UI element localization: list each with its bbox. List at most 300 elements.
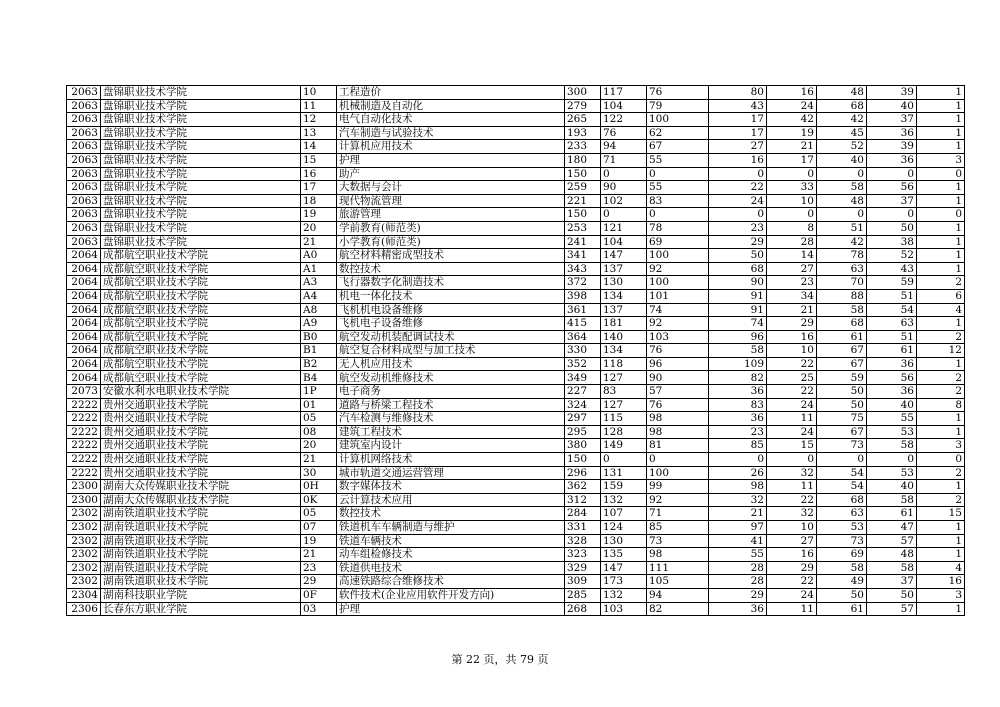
value-cell: 16 [767,330,817,344]
school-code-cell: 2063 [67,235,101,249]
value-cell: 63 [817,262,867,276]
value-cell: 96 [647,357,709,371]
value-cell: 58 [817,181,867,195]
major-name-cell: 汽车制造与试验技术 [337,126,565,140]
value-cell: 39 [867,86,917,100]
value-cell: 59 [867,276,917,290]
value-cell: 61 [867,344,917,358]
school-code-cell: 2222 [67,453,101,467]
major-name-cell: 城市轨道交通运营管理 [337,466,565,480]
school-name-cell: 湖南铁道职业技术学院 [101,507,301,521]
table-row [67,208,965,222]
table-row [67,221,965,235]
value-cell: 55 [647,153,709,167]
value-cell: 42 [767,113,817,127]
major-name-cell: 旅游管理 [337,208,565,222]
value-cell: 40 [817,153,867,167]
value-cell: 62 [647,126,709,140]
value-cell: 98 [709,480,767,494]
table-row [67,439,965,453]
value-cell: 193 [565,126,601,140]
major-name-cell: 高速铁路综合维修技术 [337,575,565,589]
value-cell: 63 [817,507,867,521]
value-cell: 97 [709,521,767,535]
value-cell: 76 [647,398,709,412]
school-code-cell: 2063 [67,140,101,154]
value-cell: 37 [867,575,917,589]
value-cell: 259 [565,181,601,195]
page-footer: 第 22 页，共 79 页 [451,653,549,666]
value-cell: 68 [817,317,867,331]
value-cell: 73 [817,439,867,453]
value-cell: 28 [709,575,767,589]
value-cell: 323 [565,548,601,562]
value-cell: 150 [565,453,601,467]
school-name-cell: 盘锦职业技术学院 [101,113,301,127]
school-code-cell: 2064 [67,357,101,371]
value-cell: 55 [647,181,709,195]
value-cell: 341 [565,249,601,263]
value-cell: 0 [867,208,917,222]
value-cell: 8 [917,398,965,412]
school-code-cell: 2064 [67,249,101,263]
value-cell: 103 [647,330,709,344]
table-row [67,249,965,263]
table-row [67,330,965,344]
value-cell: 159 [601,480,647,494]
value-cell: 67 [647,140,709,154]
value-cell: 372 [565,276,601,290]
value-cell: 36 [867,153,917,167]
value-cell: 1 [917,235,965,249]
value-cell: 96 [709,330,767,344]
school-code-cell: 2300 [67,493,101,507]
value-cell: 147 [601,249,647,263]
major-code-cell: 05 [301,412,337,426]
school-name-cell: 贵州交通职业技术学院 [101,439,301,453]
major-code-cell: 17 [301,181,337,195]
value-cell: 56 [867,181,917,195]
school-code-cell: 2063 [67,99,101,113]
major-code-cell: 0K [301,493,337,507]
value-cell: 329 [565,561,601,575]
value-cell: 4 [917,303,965,317]
school-name-cell: 湖南科技职业学院 [101,588,301,602]
value-cell: 328 [565,534,601,548]
major-code-cell: 21 [301,235,337,249]
value-cell: 12 [917,344,965,358]
value-cell: 42 [817,113,867,127]
school-name-cell: 成都航空职业技术学院 [101,249,301,263]
school-name-cell: 盘锦职业技术学院 [101,153,301,167]
school-code-cell: 2073 [67,385,101,399]
value-cell: 92 [647,493,709,507]
value-cell: 1 [917,194,965,208]
value-cell: 265 [565,113,601,127]
major-code-cell: 21 [301,548,337,562]
major-code-cell: 03 [301,602,337,616]
major-code-cell: 0H [301,480,337,494]
value-cell: 111 [647,561,709,575]
value-cell: 1 [917,140,965,154]
major-name-cell: 飞机机电设备维修 [337,303,565,317]
value-cell: 100 [647,249,709,263]
value-cell: 98 [647,425,709,439]
value-cell: 83 [647,194,709,208]
major-code-cell: 08 [301,425,337,439]
value-cell: 415 [565,317,601,331]
value-cell: 50 [817,588,867,602]
school-code-cell: 2063 [67,221,101,235]
school-code-cell: 2222 [67,425,101,439]
value-cell: 100 [647,466,709,480]
value-cell: 2 [917,276,965,290]
value-cell: 17 [767,153,817,167]
value-cell: 78 [817,249,867,263]
value-cell: 380 [565,439,601,453]
value-cell: 352 [565,357,601,371]
value-cell: 91 [709,289,767,303]
value-cell: 33 [767,181,817,195]
value-cell: 58 [867,561,917,575]
value-cell: 0 [817,208,867,222]
school-code-cell: 2063 [67,181,101,195]
major-code-cell: 0F [301,588,337,602]
school-code-cell: 2064 [67,289,101,303]
value-cell: 0 [767,167,817,181]
major-code-cell: 11 [301,99,337,113]
school-name-cell: 盘锦职业技术学院 [101,208,301,222]
school-code-cell: 2064 [67,371,101,385]
value-cell: 0 [601,208,647,222]
school-code-cell: 2063 [67,113,101,127]
value-cell: 6 [917,289,965,303]
major-name-cell: 电气自动化技术 [337,113,565,127]
value-cell: 0 [917,208,965,222]
value-cell: 79 [647,99,709,113]
value-cell: 115 [601,412,647,426]
value-cell: 38 [867,235,917,249]
value-cell: 50 [817,385,867,399]
value-cell: 300 [565,86,601,100]
value-cell: 22 [709,181,767,195]
value-cell: 15 [917,507,965,521]
school-name-cell: 湖南铁道职业技术学院 [101,521,301,535]
school-code-cell: 2063 [67,167,101,181]
school-code-cell: 2302 [67,534,101,548]
value-cell: 53 [867,466,917,480]
value-cell: 100 [647,113,709,127]
value-cell: 312 [565,493,601,507]
value-cell: 58 [817,303,867,317]
table-row [67,534,965,548]
value-cell: 27 [767,262,817,276]
major-name-cell: 铁道车辆技术 [337,534,565,548]
value-cell: 130 [601,534,647,548]
value-cell: 8 [767,221,817,235]
value-cell: 149 [601,439,647,453]
value-cell: 128 [601,425,647,439]
school-code-cell: 2063 [67,194,101,208]
value-cell: 50 [867,588,917,602]
table-row [67,493,965,507]
value-cell: 150 [565,208,601,222]
value-cell: 131 [601,466,647,480]
table-row [67,385,965,399]
table-row [67,561,965,575]
value-cell: 127 [601,371,647,385]
value-cell: 1 [917,521,965,535]
value-cell: 1 [917,602,965,616]
value-cell: 29 [767,561,817,575]
school-code-cell: 2302 [67,575,101,589]
major-name-cell: 航空复合材料成型与加工技术 [337,344,565,358]
major-name-cell: 无人机应用技术 [337,357,565,371]
value-cell: 1 [917,181,965,195]
value-cell: 24 [767,99,817,113]
school-code-cell: 2222 [67,439,101,453]
value-cell: 73 [647,534,709,548]
major-name-cell: 云计算技术应用 [337,493,565,507]
major-name-cell: 机械制造及自动化 [337,99,565,113]
value-cell: 81 [647,439,709,453]
value-cell: 61 [817,330,867,344]
value-cell: 132 [601,493,647,507]
school-code-cell: 2306 [67,602,101,616]
school-code-cell: 2063 [67,86,101,100]
major-code-cell: 15 [301,153,337,167]
value-cell: 56 [867,371,917,385]
value-cell: 104 [601,235,647,249]
value-cell: 40 [867,99,917,113]
value-cell: 343 [565,262,601,276]
value-cell: 43 [709,99,767,113]
value-cell: 36 [867,385,917,399]
value-cell: 53 [867,425,917,439]
major-name-cell: 电子商务 [337,385,565,399]
value-cell: 0 [767,453,817,467]
value-cell: 10 [767,521,817,535]
school-name-cell: 湖南铁道职业技术学院 [101,561,301,575]
value-cell: 51 [817,221,867,235]
table-row [67,371,965,385]
value-cell: 233 [565,140,601,154]
value-cell: 76 [647,344,709,358]
value-cell: 32 [709,493,767,507]
major-name-cell: 护理 [337,153,565,167]
table-row [67,548,965,562]
table-row [67,262,965,276]
school-name-cell: 盘锦职业技术学院 [101,167,301,181]
value-cell: 36 [709,385,767,399]
value-cell: 54 [817,480,867,494]
table-row [67,466,965,480]
school-name-cell: 贵州交通职业技术学院 [101,412,301,426]
value-cell: 107 [601,507,647,521]
value-cell: 103 [601,602,647,616]
value-cell: 1 [917,113,965,127]
value-cell: 48 [867,548,917,562]
school-code-cell: 2064 [67,262,101,276]
value-cell: 92 [647,262,709,276]
value-cell: 26 [709,466,767,480]
value-cell: 52 [817,140,867,154]
table-row [67,507,965,521]
value-cell: 24 [767,588,817,602]
school-name-cell: 成都航空职业技术学院 [101,344,301,358]
value-cell: 40 [867,480,917,494]
table-row [67,153,965,167]
value-cell: 43 [867,262,917,276]
table-row [67,575,965,589]
value-cell: 3 [917,153,965,167]
major-code-cell: A4 [301,289,337,303]
value-cell: 17 [709,126,767,140]
school-code-cell: 2302 [67,548,101,562]
school-code-cell: 2064 [67,344,101,358]
value-cell: 91 [709,303,767,317]
value-cell: 28 [767,235,817,249]
school-code-cell: 2063 [67,126,101,140]
value-cell: 82 [709,371,767,385]
value-cell: 127 [601,398,647,412]
major-name-cell: 现代物流管理 [337,194,565,208]
value-cell: 4 [917,561,965,575]
value-cell: 27 [709,140,767,154]
value-cell: 57 [647,385,709,399]
school-name-cell: 贵州交通职业技术学院 [101,425,301,439]
value-cell: 63 [867,317,917,331]
value-cell: 284 [565,507,601,521]
table-row [67,181,965,195]
value-cell: 36 [709,602,767,616]
value-cell: 78 [647,221,709,235]
major-name-cell: 铁道机车车辆制造与维护 [337,521,565,535]
value-cell: 54 [817,466,867,480]
school-name-cell: 湖南铁道职业技术学院 [101,534,301,548]
table-row [67,140,965,154]
value-cell: 101 [647,289,709,303]
value-cell: 29 [709,235,767,249]
school-code-cell: 2064 [67,317,101,331]
value-cell: 10 [767,194,817,208]
value-cell: 11 [767,412,817,426]
value-cell: 88 [817,289,867,303]
value-cell: 124 [601,521,647,535]
value-cell: 1 [917,86,965,100]
value-cell: 253 [565,221,601,235]
value-cell: 24 [767,398,817,412]
school-name-cell: 盘锦职业技术学院 [101,194,301,208]
value-cell: 0 [601,167,647,181]
school-name-cell: 贵州交通职业技术学院 [101,453,301,467]
value-cell: 1 [917,425,965,439]
value-cell: 15 [767,439,817,453]
table-row [67,398,965,412]
table-row [67,453,965,467]
value-cell: 0 [647,167,709,181]
value-cell: 71 [601,153,647,167]
value-cell: 134 [601,344,647,358]
value-cell: 22 [767,575,817,589]
major-code-cell: 18 [301,194,337,208]
value-cell: 104 [601,99,647,113]
value-cell: 23 [767,276,817,290]
value-cell: 50 [817,398,867,412]
major-name-cell: 飞行器数字化制造技术 [337,276,565,290]
value-cell: 37 [867,194,917,208]
value-cell: 1 [917,534,965,548]
major-name-cell: 工程造价 [337,86,565,100]
value-cell: 130 [601,276,647,290]
value-cell: 1 [917,357,965,371]
school-name-cell: 盘锦职业技术学院 [101,235,301,249]
major-name-cell: 大数据与会计 [337,181,565,195]
value-cell: 61 [867,507,917,521]
value-cell: 85 [647,521,709,535]
table-row [67,126,965,140]
value-cell: 16 [767,548,817,562]
major-code-cell: 20 [301,221,337,235]
major-name-cell: 助产 [337,167,565,181]
major-code-cell: 14 [301,140,337,154]
value-cell: 10 [767,344,817,358]
value-cell: 82 [647,602,709,616]
table-row [67,357,965,371]
value-cell: 309 [565,575,601,589]
major-code-cell: 01 [301,398,337,412]
major-name-cell: 数字媒体技术 [337,480,565,494]
value-cell: 140 [601,330,647,344]
value-cell: 17 [709,113,767,127]
value-cell: 241 [565,235,601,249]
school-name-cell: 贵州交通职业技术学院 [101,398,301,412]
major-name-cell: 护理 [337,602,565,616]
major-code-cell: B1 [301,344,337,358]
value-cell: 285 [565,588,601,602]
value-cell: 0 [867,167,917,181]
value-cell: 0 [767,208,817,222]
value-cell: 398 [565,289,601,303]
value-cell: 92 [647,317,709,331]
value-cell: 90 [601,181,647,195]
value-cell: 132 [601,588,647,602]
value-cell: 181 [601,317,647,331]
table-row [67,86,965,100]
table-row [67,99,965,113]
value-cell: 76 [647,86,709,100]
value-cell: 41 [709,534,767,548]
value-cell: 45 [817,126,867,140]
value-cell: 0 [647,453,709,467]
major-code-cell: 07 [301,521,337,535]
value-cell: 180 [565,153,601,167]
value-cell: 121 [601,221,647,235]
major-code-cell: A0 [301,249,337,263]
school-code-cell: 2064 [67,303,101,317]
value-cell: 40 [867,398,917,412]
value-cell: 0 [709,167,767,181]
table-row [67,412,965,426]
value-cell: 2 [917,371,965,385]
value-cell: 349 [565,371,601,385]
school-name-cell: 贵州交通职业技术学院 [101,466,301,480]
value-cell: 22 [767,385,817,399]
value-cell: 21 [767,140,817,154]
value-cell: 364 [565,330,601,344]
school-code-cell: 2302 [67,507,101,521]
school-code-cell: 2064 [67,276,101,290]
